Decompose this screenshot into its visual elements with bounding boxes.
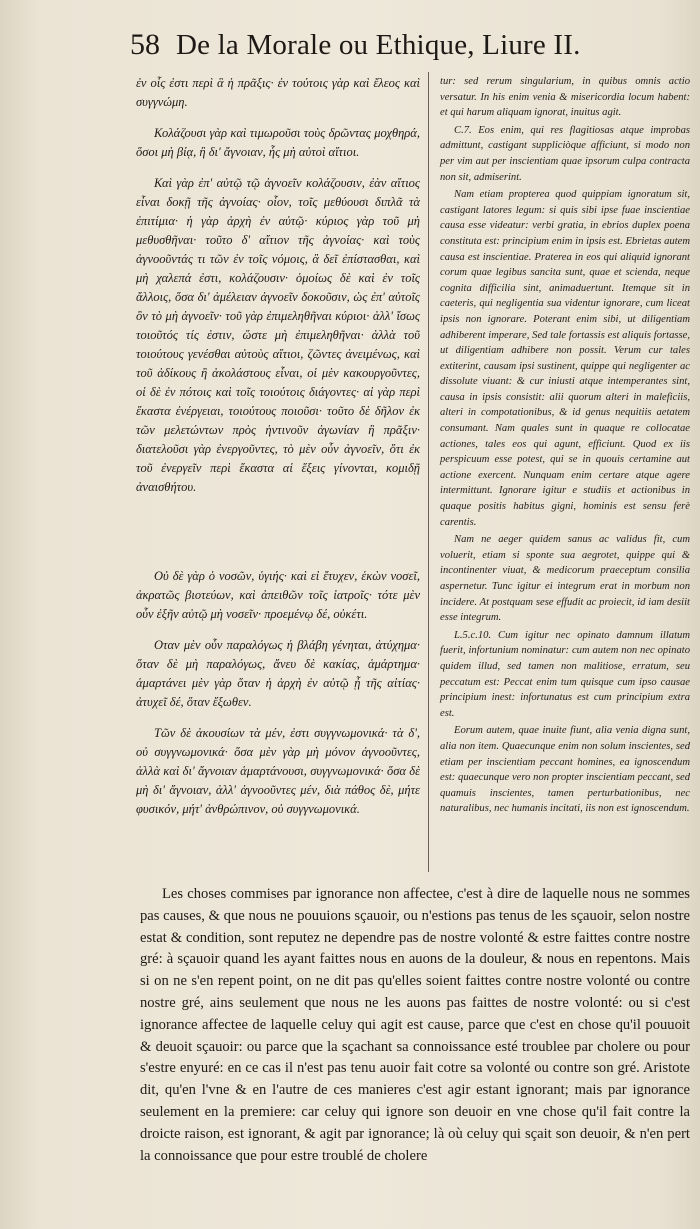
greek-paragraph: Τῶν δὲ ἀκουσίων τὰ μέν, ἐστι συγγνωμονικά· τὰ δ', οὐ συγγνωμονικά· ὅσα μὲν γὰρ μὴ μόνον ἀγνοοῦντες, ἀλλὰ καὶ δι' ἄγνοιαν ἁμαρτάνουσι, συγγνωμονικά· ὅσα δὲ μὴ δι' ἄγνοιαν, ἀλλ' ἀγνοοῦντες μέν, διὰ πάθος δὲ, μήτε φυσικόν, μήτ' ἀνθρώπινον, οὐ συγγνωμονικά. bbox=[136, 726, 420, 816]
latin-paragraph: Nam ne aeger quidem sanus ac validus fit, cum voluerit, etiam si sponte sua aegrotet, quippe qui & incontinenter viuat, & medicorum praeceptum consilia aspernetur. Tunc igitur ei integrum erat in morbum non incidere. At postquam sese effudit ac proiecit, id iam desiit esse integrum. bbox=[440, 534, 690, 624]
page-header bbox=[130, 28, 690, 72]
latin-paragraph: tur: sed rerum singularium, in quibus omnis actio versatur. In his enim venia & misericordia locum habent: et qui harum aliquam ignorat, inuitus agit. bbox=[440, 76, 690, 119]
latin-paragraph: C.7. Eos enim, qui res flagitiosas atque improbas admittunt, castigant suppliciòque afficiunt, si modo non per vim aut per inscientiam quae ipsorum culpa contracta non sit, admiserint. bbox=[440, 124, 690, 183]
greek-paragraph: Οὐ δὲ γὰρ ὁ νοσῶν, ὑγιής· καὶ εἰ ἔτυχεν, ἑκὼν νοσεῖ, ἀκρατῶς βιοτεύων, καὶ ἀπειθῶν τοῖς ἰατροῖς· τότε μὲν οὖν ἐξῆν αὐτῷ μὴ νοσεῖν· προεμένῳ δέ, οὐκέτι. bbox=[136, 569, 420, 621]
column-divider bbox=[428, 72, 429, 872]
greek-paragraph: Καὶ γὰρ ἐπ' αὐτῷ τῷ ἀγνοεῖν κολάζουσιν, ἐὰν αἴτιος εἶναι δοκῇ τῆς ἀγνοίας· οἷον, τοῖς μεθύουσι διπλᾶ τὰ ἐπιτίμια· ἡ γὰρ ἀρχὴ ἐν αὐτῷ· κύριος γὰρ τοῦ μὴ μεθυσθῆναι· τοῦτο δ' αἴτιον τῆς ἀγνοίας· καὶ τοὺς ἀγνοοῦντάς τι τῶν ἐν τοῖς νόμοις, ἃ δεῖ ἐπίστασθαι, καὶ μὴ χαλεπά ἐστι, κολάζουσιν· ὁμοίως δὲ καὶ ἐν τοῖς ἄλλοις, ὅσα δι' ἀμέλειαν ἀγνοεῖν δοκοῦσιν, ὡς ἐπ' αὐτοῖς ὂν τὸ μὴ ἀγνοεῖν· τοῦ γὰρ ἐπιμεληθῆναι κύριοι· ἀλλ' ἴσως τοιοῦτός τίς ἐστιν, ὥστε μὴ ἐπιμεληθῆναι· ἀλλὰ τοῦ τοιούτους γενέσθαι αὐτοὺς αἴτιοι, ζῶντες ἀνειμένως, καὶ τοῦ ἀδίκους ἢ ἀκολάστους εἶναι, οἱ μὲν κακουργοῦντες, οἱ δὲ ἐν πότοις καὶ τοῖς τοιούτοις διάγοντες· αἱ γὰρ περὶ ἕκαστα ἐνέργειαι, τοιούτους ποιοῦσι· τοῦτο δὲ δῆλον ἐκ τῶν μελετώντων πρὸς ἡντινοῦν ἀγωνίαν ἢ πρᾶξιν· διατελοῦσι γὰρ ἐνεργοῦντες, τὸ μὲν οὖν ἀγνοεῖν, ὅτι ἐκ τοῦ ἐνεργεῖν περὶ ἕκαστα αἱ ἕξεις γίνονται, κομιδῇ ἀναισθήτου. bbox=[136, 176, 420, 494]
latin-paragraph: L.5.c.10. Cum igitur nec opinato damnum illatum fuerit, infortunium nominatur: cum autem non nec opinato quidem illud, sed tamen non malitiose, erratum, seu peccatum est: Peccat enim tum quisque cum ipso causae principium inest: infortunatus est cum principium extra est. bbox=[440, 629, 690, 719]
page-number: 58 bbox=[130, 28, 160, 61]
greek-text-column bbox=[136, 74, 420, 831]
french-paragraph: Les choses commises par ignorance non affectee, c'est à dire de laquelle nous ne sommes pas causes, & que nous ne pouuions sçauoir, ou n'estions pas tenus de les sçauoir, selon nostre estat & condition, sont reputez ne dependre pas de nostre volonté & estre faittes contre nostre gré: à sçauoir quand les ayant faittes nous en auons de la douleur, & nous en repentons. Mais si on ne s'en repent point, on ne dit pas qu'elles soient faittes contre nostre volonté ou contre nostre gré, ains seulement que nous ne les auons pas faittes de nostre volonté: ou si c'est ignorance affectee de laquelle celuy qui agit est cause, parce que c'est en chose qu'il pouuoit & deuoit sçauoir: ou parce que la sçachant sa connoissance esté troublee par cholere ou pour s'estre enyuré: en ce cas il n'est pas tenu auoir fait cotre sa volonté ou contre son gré. Aristote dit, qu'en l'vne & en l'autre de ces manieres c'est agir estant ignorant; mais par ignorance seulement en la premiere: car celuy qui ignore son deuoir en vne chose qu'il fait contre la droicte raison, est ignorant, & agit par ignorance; là où celuy qui sçait son deuoir, & n'en pert la connoissance que pour estre troublé de cholere bbox=[140, 886, 690, 1164]
greek-paragraph: ἐν οἷς ἐστι περὶ ἃ ἡ πρᾶξις· ἐν τούτοις γὰρ καὶ ἔλεος καὶ συγγνώμη. bbox=[136, 76, 420, 109]
latin-paragraph: Eorum autem, quae inuite fiunt, alia venia digna sunt, alia non item. Quaecunque enim non solum inscientes, sed etiam per inscientiam peccant homines, ea ignoscendum est: quaecunque vero non propter inscientiam peccant, sed quamuis inscientes, tamen perturbationibus, nec naturalibus, nec humanis incitati, iis non est ignoscendum. bbox=[440, 725, 690, 815]
greek-paragraph: Οταν μὲν οὖν παραλόγως ἡ βλάβη γένηται, ἀτύχημα· ὅταν δὲ μὴ παραλόγως, ἄνευ δὲ κακίας, ἁμάρτημα· ἁμαρτάνει μὲν γὰρ ὅταν ἡ ἀρχὴ ἐν αὐτῷ ᾖ τῆς αἰτίας· ἀτυχεῖ δέ, ὅταν ἔξωθεν. bbox=[136, 638, 420, 709]
greek-paragraph: Κολάζουσι γὰρ καὶ τιμωροῦσι τοὺς δρῶντας μοχθηρά, ὅσοι μὴ βίᾳ, ἢ δι' ἄγνοιαν, ἧς μὴ αὐτοὶ αἴτιοι. bbox=[136, 126, 420, 159]
latin-text-column bbox=[440, 74, 690, 819]
latin-paragraph: Nam etiam propterea quod quippiam ignoratum sit, castigant latores legum: si quis sibi ipse fuae inscientiae causa esse videatur: verbi gratia, in ebrios duplex poena constituta est: principium enim in ipsis est. Ebrietas autem causa est inscientiae. Praterea in eos qui aliquid ignorant corum quae legibus sancita sunt, quae et scienda, neque cognita difficilia sint, animaduertunt. Itemque sit in caeteris, qui negligentia sua videntur ignorare, cum liceat ipsis non ignorare. Poterant enim sibi, ut diligentiam adhiberent imperare, Sed tale fortassis est aliquis fortasse, ut diligentiam adhibere non possit. Verum cur tales extiterint, causam ipsi sustinent, quippe qui negligenter ac dissolute viuant: & cur iniusti atque intemperantes sint, causa in ipsis consistit: alii quorum alteri in maleficiis, alteri in compotationibus, & id genus nequitiis aetatem consumant. Nam quales sunt in quaque re collocatae actiones, tales eos qui agunt, efficiunt. Quod ex iis perspicuum esse potest, qui se in quouis certamine aut actione exercent. Nunquam enim certare atque agere intermittunt. Ignorare igitur e studiis et actionibus in quaque positis habitus gigni, hominis est sensu ferè carentis. bbox=[440, 189, 690, 528]
running-title: De la Morale ou Ethique, Liure II. bbox=[176, 29, 581, 61]
french-commentary bbox=[140, 884, 690, 1167]
